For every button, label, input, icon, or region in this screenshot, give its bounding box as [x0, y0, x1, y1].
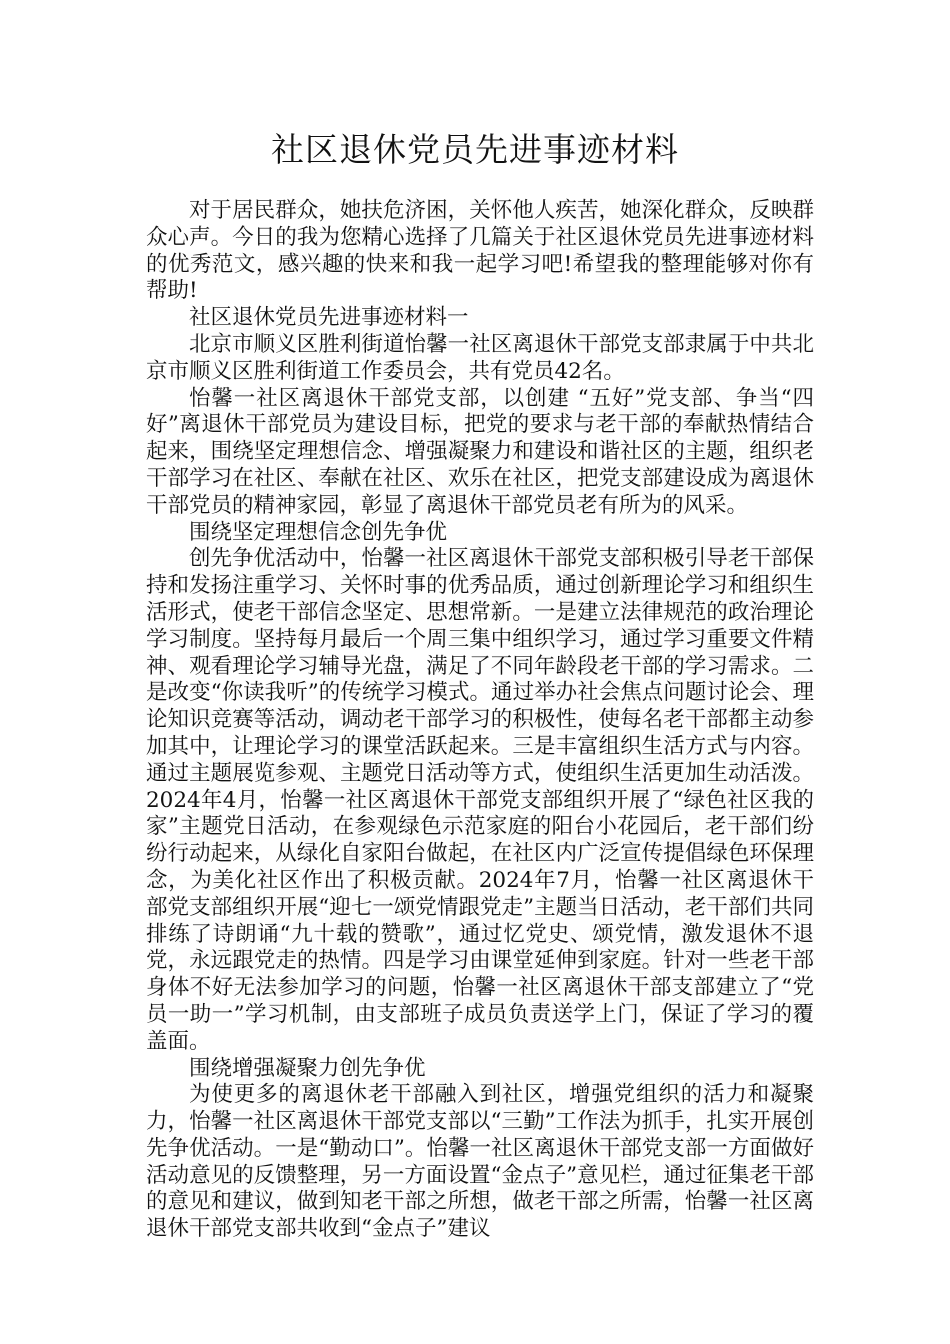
section-heading: 围绕坚定理想信念创先争优	[189, 519, 448, 545]
body-paragraph: 为使更多的离退休老干部融入到社区，增强党组织的活力和凝聚力，怡馨一社区离退休干部党支部以“三勤”工作法为抓手，扎实开展创先争优活动。一是“勤动口”。怡馨一社区离退休干部党支部一方面做好活动意见的反馈整理，另一方面设置“金点子”意见栏，通过征集老干部的意见和建议，做到知老干部之所想，做老干部之所需，怡馨一社区离退休干部党支部共收到“金点子”建议	[146, 1082, 814, 1242]
section-heading: 社区退休党员先进事迹材料一	[189, 305, 469, 331]
document-title: 社区退休党员先进事迹材料	[271, 130, 679, 169]
body-paragraph: 创先争优活动中，怡馨一社区离退休干部党支部积极引导老干部保持和发扬注重学习、关怀时事的优秀品质，通过创新理论学习和组织生活形式，使老干部信念坚定、思想常新。一是建立法律规范的政治理论学习制度。坚持每月最后一个周三集中组织学习，通过学习重要文件精神、观看理论学习辅导光盘，满足了不同年龄段老干部的学习需求。二是改变“你读我听”的传统学习模式。通过举办社会焦点问题讨论会、理论知识竞赛等活动，调动老干部学习的积极性，使每名老干部都主动参加其中，让理论学习的课堂活跃起来。三是丰富组织生活方式与内容。通过主题展览参观、主题党日活动等方式，使组织生活更加生动活泼。2024年4月，怡馨一社区离退休干部党支部组织开展了“绿色社区我的家”主题党日活动，在参观绿色示范家庭的阳台小花园后，老干部们纷纷行动起来，从绿化自家阳台做起，在社区内广泛宣传提倡绿色环保理念，为美化社区作出了积极贡献。2024年7月，怡馨一社区离退休干部党支部组织开展“迎七一颂党情跟党走”主题当日活动，老干部们共同排练了诗朗诵“九十载的赞歌”，通过忆党史、颂党情，激发退休不退党，永远跟党走的热情。四是学习由课堂延伸到家庭。针对一些老干部身体不好无法参加学习的问题，怡馨一社区离退休干部支部建立了“党员一助一”学习机制，由支部班子成员负责送学上门，保证了学习的覆盖面。	[146, 546, 814, 1054]
section-heading: 围绕增强凝聚力创先争优	[189, 1055, 426, 1081]
intro-paragraph: 对于居民群众，她扶危济困，关怀他人疾苦，她深化群众，反映群众心声。今日的我为您精心选择了几篇关于社区退休党员先进事迹材料的优秀范文，感兴趣的快来和我一起学习吧!希望我的整理能够对你有帮助!	[146, 198, 814, 304]
document-body	[146, 198, 814, 1243]
body-paragraph: 北京市顺义区胜利街道怡馨一社区离退休干部党支部隶属于中共北京市顺义区胜利街道工作委员会，共有党员42名。	[146, 331, 814, 384]
body-paragraph: 怡馨一社区离退休干部党支部，以创建 “五好”党支部、争当“四好”离退休干部党员为建设目标，把党的要求与老干部的奉献热情结合起来，围绕坚定理想信念、增强凝聚力和建设和谐社区的主题，组织老干部学习在社区、奉献在社区、欢乐在社区，把党支部建设成为离退休干部党员的精神家园，彰显了离退休干部党员老有所为的风采。	[146, 385, 814, 518]
